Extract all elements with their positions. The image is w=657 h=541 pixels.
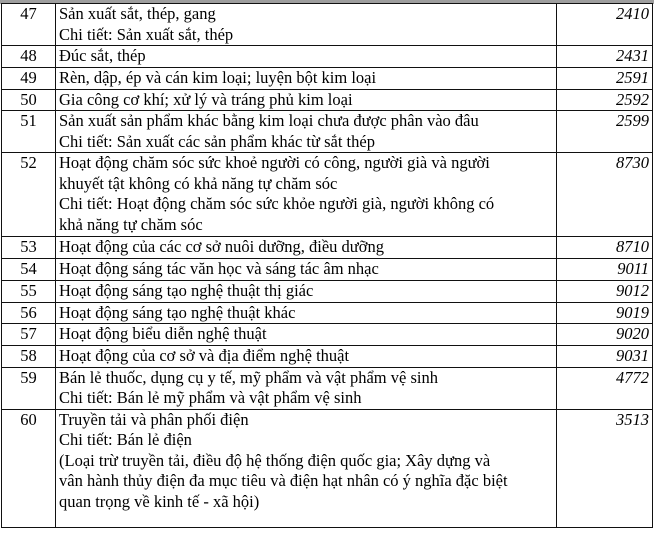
business-line-name: Truyền tải và phân phối điện: [59, 409, 249, 429]
table-row: [2, 302, 653, 324]
business-line-cell: [56, 46, 557, 68]
business-line-detail: Chi tiết: Bán lẻ mỹ phẩm và vật phẩm vệ sinh: [59, 388, 362, 407]
row-number: 49: [2, 67, 56, 89]
business-line-cell: [56, 302, 557, 324]
table-row: [2, 259, 653, 281]
row-number: 59: [2, 367, 56, 409]
business-line-detail-continued: khả năng tự chăm sóc: [59, 214, 203, 234]
row-number: 53: [2, 237, 56, 259]
business-line-cell: [56, 67, 557, 89]
industry-code: 9012: [557, 280, 653, 302]
row-number: 47: [2, 4, 56, 46]
table-row: [2, 89, 653, 111]
row-number: 54: [2, 259, 56, 281]
industry-code: 2591: [557, 67, 653, 89]
business-line-detail: Chi tiết: Hoạt động chăm sóc sức khỏe người già, người không có: [59, 194, 495, 213]
business-line-detail: Chi tiết: Bán lẻ điện: [59, 430, 192, 449]
business-line-name: Hoạt động của cơ sở và địa điểm nghệ thuật: [59, 346, 350, 365]
business-line-name: Hoạt động sáng tạo nghệ thuật khác: [59, 302, 296, 322]
business-line-name: Gia công cơ khí; xử lý và tráng phủ kim loại: [59, 89, 353, 109]
industry-code: 9019: [557, 302, 653, 324]
table-row: [2, 409, 653, 527]
industry-code: 9011: [557, 259, 653, 281]
table-row: [2, 346, 653, 368]
row-number: 50: [2, 89, 56, 111]
row-number: 55: [2, 280, 56, 302]
row-number: 57: [2, 324, 56, 346]
business-line-cell: [56, 89, 557, 111]
business-line-cell: [56, 153, 557, 237]
table-row: [2, 324, 653, 346]
table-row: [2, 153, 653, 237]
business-line-cell: [56, 259, 557, 281]
table-row: [2, 280, 653, 302]
table-row: [2, 46, 653, 68]
business-line-cell: [56, 346, 557, 368]
business-line-cell: [56, 280, 557, 302]
industry-code: 3513: [557, 409, 653, 527]
business-line-cell: [56, 409, 557, 527]
business-line-name: Bán lẻ thuốc, dụng cụ y tế, mỹ phẩm và vật phẩm vệ sinh: [59, 367, 438, 387]
business-line-cell: [56, 367, 557, 409]
business-line-name-continued: khuyết tật không có khả năng tự chăm sóc: [59, 173, 338, 193]
industry-code: 8730: [557, 153, 653, 237]
industry-code: 9031: [557, 346, 653, 368]
business-lines-table: [1, 3, 653, 528]
business-line-cell: [56, 4, 557, 46]
industry-code: 8710: [557, 237, 653, 259]
business-line-name: Rèn, dập, ép và cán kim loại; luyện bột kim loại: [59, 67, 377, 87]
business-line-name: Hoạt động sáng tạo nghệ thuật thị giác: [59, 280, 314, 300]
business-line-cell: [56, 111, 557, 153]
business-line-cell: [56, 324, 557, 346]
row-number: 51: [2, 111, 56, 153]
table-row: [2, 237, 653, 259]
business-line-name: Đúc sắt, thép: [59, 46, 146, 65]
exclusion-note-continued: quan trọng về kinh tế - xã hội): [59, 491, 260, 511]
business-line-name: Sản xuất sắt, thép, gang: [59, 4, 216, 23]
row-number: 48: [2, 46, 56, 68]
industry-code: 4772: [557, 367, 653, 409]
table-row: [2, 4, 653, 46]
table-row: [2, 367, 653, 409]
row-number: 58: [2, 346, 56, 368]
business-line-detail: Chi tiết: Sản xuất sắt, thép: [59, 24, 234, 44]
exclusion-note-continued: vân hành thủy điện đa mục tiêu và điện hạt nhân có ý nghĩa đặc biệt: [59, 471, 508, 490]
industry-code: 2599: [557, 111, 653, 153]
table-row: [2, 111, 653, 153]
business-line-name: Hoạt động sáng tác văn học và sáng tác âm nhạc: [59, 259, 379, 278]
exclusion-note: (Loại trừ truyền tải, điều độ hệ thống điện quốc gia; Xây dựng và: [59, 450, 491, 470]
row-number: 60: [2, 409, 56, 527]
table-row: [2, 67, 653, 89]
business-line-name: Hoạt động của các cơ sở nuôi dưỡng, điều dưỡng: [59, 237, 384, 256]
business-line-name: Hoạt động chăm sóc sức khoẻ người có công, người già và người: [59, 153, 490, 172]
industry-code: 2410: [557, 4, 653, 46]
industry-code: 2431: [557, 46, 653, 68]
industry-code: 2592: [557, 89, 653, 111]
row-number: 52: [2, 153, 56, 237]
industry-code: 9020: [557, 324, 653, 346]
business-line-name: Sản xuất sản phẩm khác bằng kim loại chưa được phân vào đâu: [59, 111, 479, 130]
business-line-detail: Chi tiết: Sản xuất các sản phẩm khác từ sắt thép: [59, 131, 375, 151]
row-number: 56: [2, 302, 56, 324]
business-line-cell: [56, 237, 557, 259]
business-line-name: Hoạt động biểu diễn nghệ thuật: [59, 324, 267, 343]
